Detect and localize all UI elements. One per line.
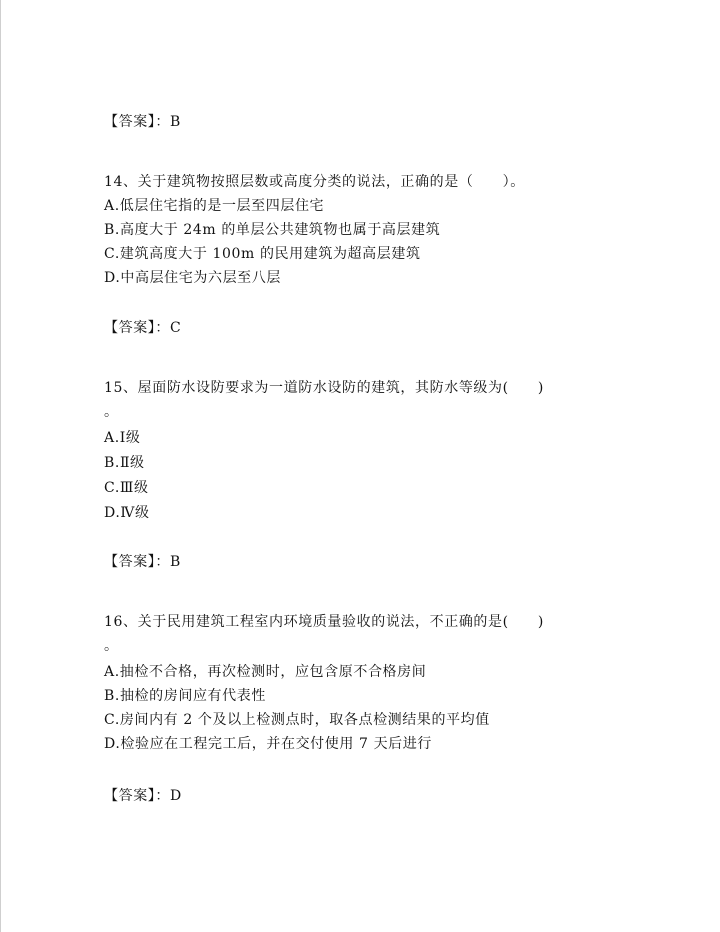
question-15-option-b: B.Ⅱ级 bbox=[104, 455, 145, 471]
question-15-stem: 15、屋面防水设防要求为一道防水设防的建筑，其防水等级为( ) bbox=[104, 380, 544, 396]
question-16-option-b: B.抽检的房间应有代表性 bbox=[104, 688, 266, 704]
question-16-option-d: D.检验应在工程完工后，并在交付使用 7 天后进行 bbox=[104, 736, 432, 752]
question-16-stem: 16、关于民用建筑工程室内环境质量验收的说法，不正确的是( ) bbox=[104, 614, 544, 630]
question-14-stem: 14、关于建筑物按照层数或高度分类的说法，正确的是（ ）。 bbox=[104, 174, 525, 190]
question-16-stem-end: 。 bbox=[104, 638, 119, 654]
question-14-option-c: C.建筑高度大于 100m 的民用建筑为超高层建筑 bbox=[104, 246, 421, 262]
answer-q16: 【答案】：D bbox=[104, 788, 182, 804]
question-15-option-d: D.Ⅳ级 bbox=[104, 505, 150, 521]
question-15-option-a: A.Ⅰ级 bbox=[104, 430, 141, 446]
question-16-option-a: A.抽检不合格，再次检测时，应包含原不合格房间 bbox=[104, 664, 427, 680]
question-15-option-c: C.Ⅲ级 bbox=[104, 480, 149, 496]
question-14-option-b: B.高度大于 24m 的单层公共建筑物也属于高层建筑 bbox=[104, 222, 441, 238]
answer-q14: 【答案】：C bbox=[104, 320, 182, 336]
question-15-stem-end: 。 bbox=[104, 404, 119, 420]
answer-q13: 【答案】：B bbox=[104, 114, 181, 130]
question-14-option-a: A.低层住宅指的是一层至四层住宅 bbox=[104, 198, 325, 214]
question-16-option-c: C.房间内有 2 个及以上检测点时，取各点检测结果的平均值 bbox=[104, 712, 490, 728]
answer-q15: 【答案】：B bbox=[104, 554, 181, 570]
question-14-option-d: D.中高层住宅为六层至八层 bbox=[104, 270, 281, 286]
page-edge bbox=[0, 0, 1, 932]
